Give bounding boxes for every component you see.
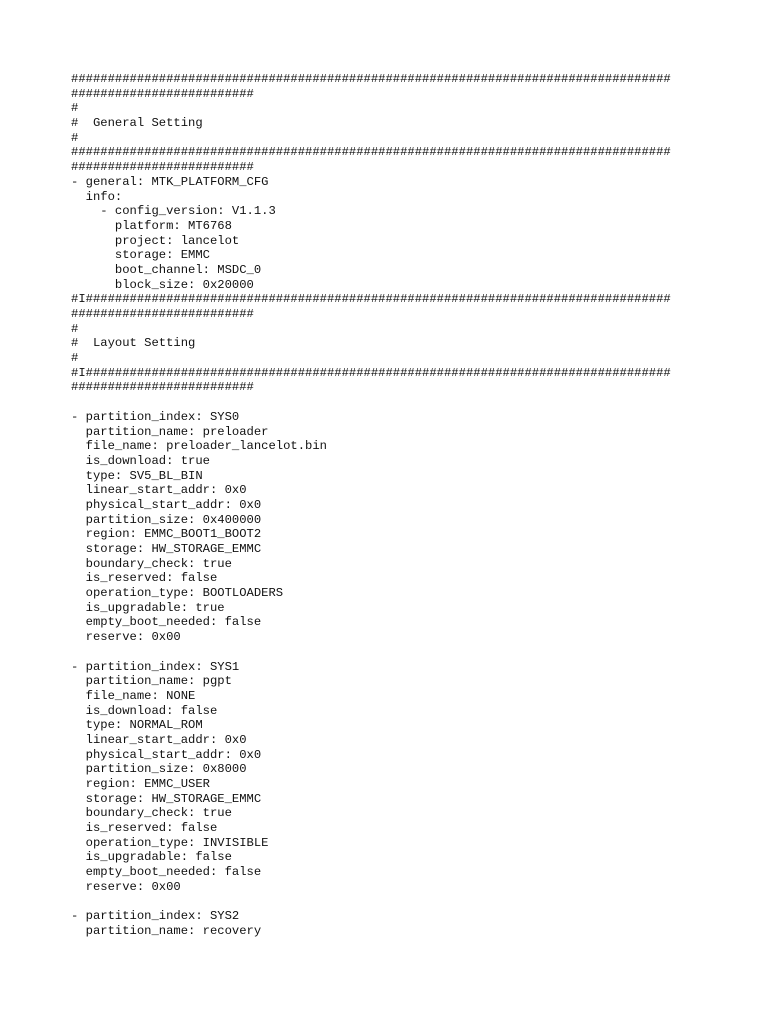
doc-line: file_name: preloader_lancelot.bin — [71, 439, 327, 454]
scatter-file-text — [71, 72, 711, 939]
doc-line: #I################################################################################ — [71, 292, 671, 307]
doc-line: is_reserved: false — [71, 821, 218, 836]
doc-line: operation_type: BOOTLOADERS — [71, 586, 284, 601]
doc-line: ################################################################################## — [71, 72, 671, 86]
doc-line: reserve: 0x00 — [71, 879, 181, 894]
doc-line: linear_start_addr: 0x0 — [71, 483, 247, 498]
section-heading: # Layout Setting — [71, 336, 196, 351]
doc-line: linear_start_addr: 0x0 — [71, 732, 247, 747]
doc-line: boundary_check: true — [71, 556, 232, 571]
doc-line: storage: HW_STORAGE_EMMC — [71, 542, 262, 556]
doc-line: type: SV5_BL_BIN — [71, 468, 203, 483]
doc-line: ######################### — [71, 380, 254, 395]
doc-line: partition_size: 0x400000 — [71, 512, 262, 527]
doc-line: empty_boot_needed: false — [71, 865, 262, 880]
doc-line: - partition_index: SYS2 — [71, 909, 240, 924]
doc-line — [71, 395, 711, 410]
doc-line: ######################### — [71, 86, 254, 101]
doc-line: # — [71, 130, 79, 145]
doc-line — [71, 645, 711, 660]
doc-line: # — [71, 321, 79, 336]
doc-line: is_upgradable: false — [71, 850, 232, 865]
doc-line: ######################### — [71, 160, 254, 175]
doc-line: boot_channel: MSDC_0 — [71, 262, 262, 277]
doc-line: partition_size: 0x8000 — [71, 762, 247, 777]
doc-line: physical_start_addr: 0x0 — [71, 747, 262, 762]
doc-line: - general: MTK_PLATFORM_CFG — [71, 174, 269, 189]
section-heading: # General Setting — [71, 116, 203, 131]
doc-line: ######################### — [71, 307, 254, 321]
doc-line: type: NORMAL_ROM — [71, 718, 203, 733]
doc-line: - partition_index: SYS1 — [71, 659, 240, 674]
doc-line: storage: HW_STORAGE_EMMC — [71, 791, 262, 806]
doc-line: operation_type: INVISIBLE — [71, 835, 269, 850]
doc-line: physical_start_addr: 0x0 — [71, 497, 262, 512]
doc-line: empty_boot_needed: false — [71, 615, 262, 630]
doc-line — [71, 895, 711, 910]
doc-line: platform: MT6768 — [71, 218, 232, 233]
doc-line: ################################################################################## — [71, 145, 671, 160]
doc-line: is_upgradable: true — [71, 600, 225, 615]
doc-line: file_name: NONE — [71, 688, 196, 703]
doc-line: is_reserved: false — [71, 571, 218, 586]
doc-line: block_size: 0x20000 — [71, 277, 254, 292]
doc-line: # — [71, 101, 79, 116]
doc-line: partition_name: recovery — [71, 923, 262, 938]
doc-line: partition_name: preloader — [71, 424, 269, 439]
doc-line: info: — [71, 189, 123, 204]
doc-line: is_download: false — [71, 703, 218, 718]
doc-line: reserve: 0x00 — [71, 630, 181, 645]
doc-line: - config_version: V1.1.3 — [71, 204, 276, 219]
document-page — [71, 72, 711, 939]
doc-line: # — [71, 351, 79, 366]
doc-line: is_download: true — [71, 453, 210, 468]
doc-line: storage: EMMC — [71, 248, 210, 263]
doc-line: - partition_index: SYS0 — [71, 409, 240, 424]
doc-line: region: EMMC_USER — [71, 777, 210, 791]
doc-line: #I################################################################################ — [71, 365, 671, 380]
doc-line: boundary_check: true — [71, 806, 232, 821]
doc-line: project: lancelot — [71, 233, 240, 248]
doc-line: partition_name: pgpt — [71, 674, 232, 689]
doc-line: region: EMMC_BOOT1_BOOT2 — [71, 527, 262, 542]
